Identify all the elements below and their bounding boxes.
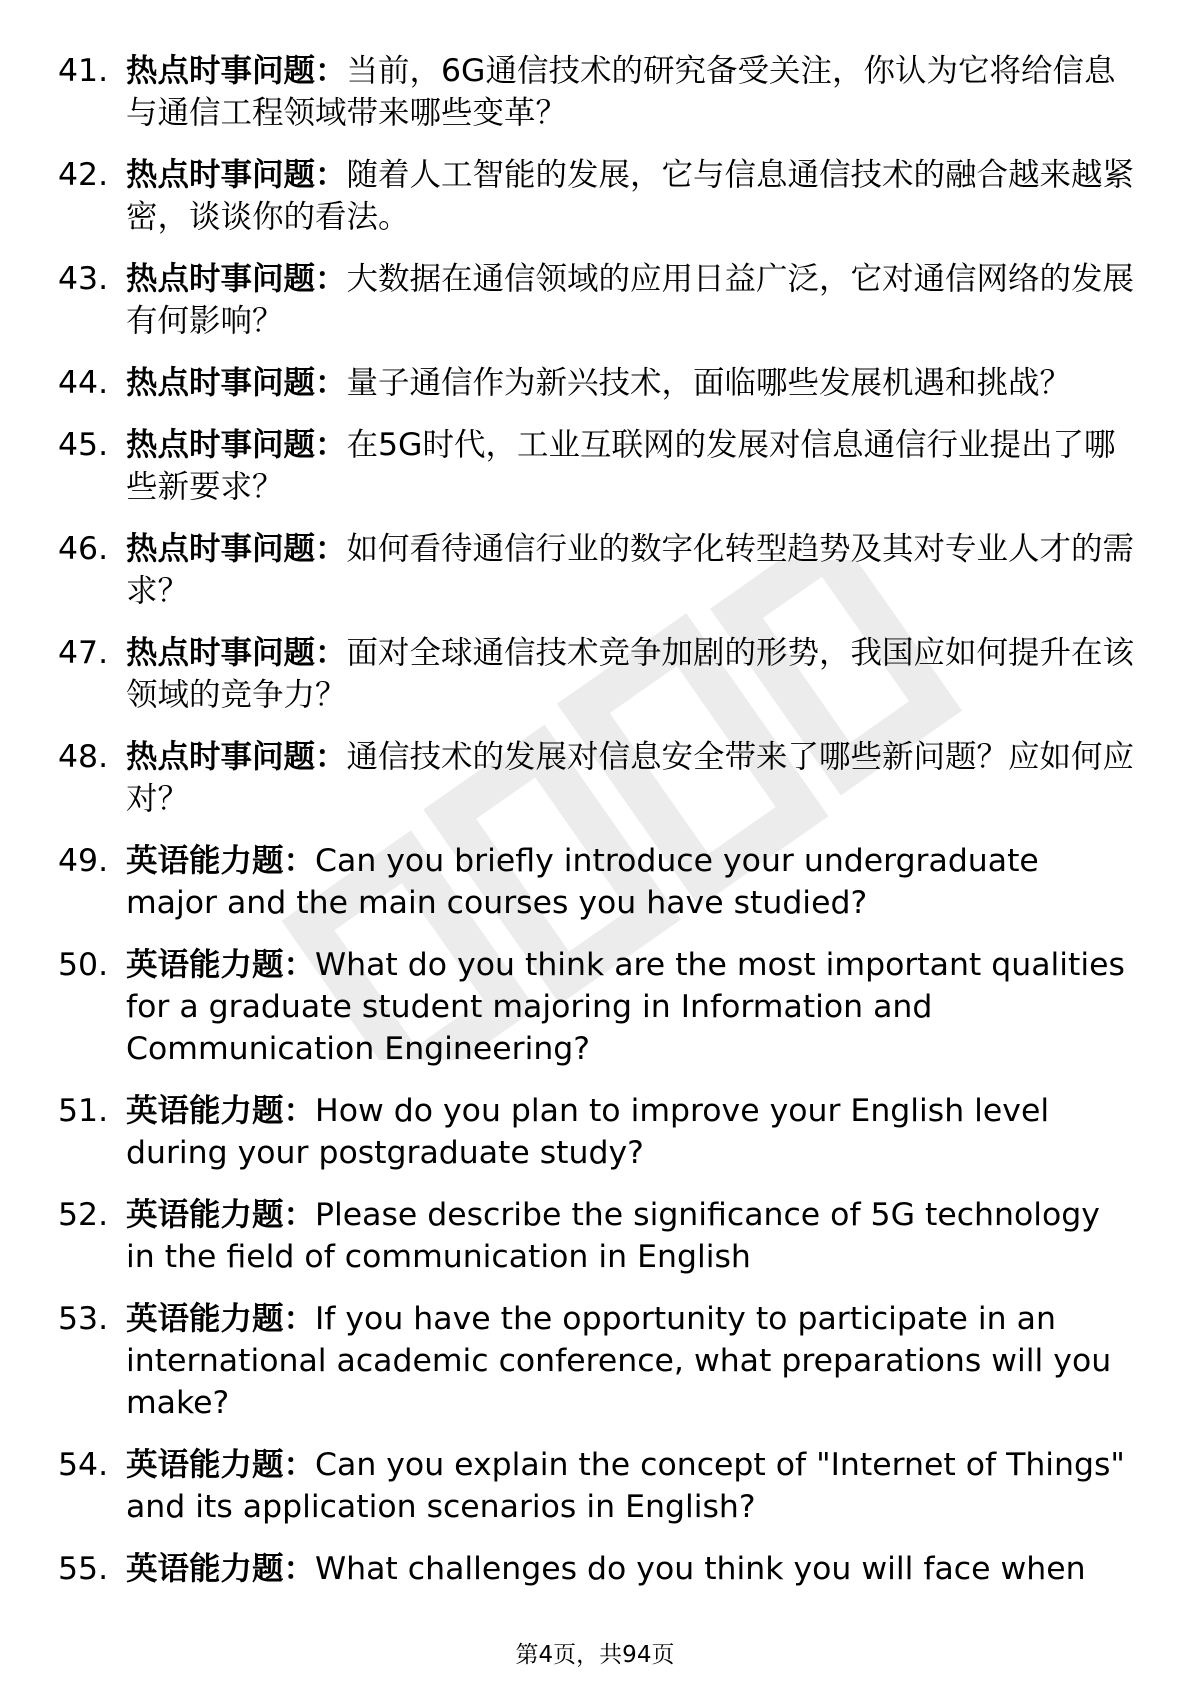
- question-body: [126, 424, 1138, 508]
- question-item: [58, 840, 1138, 924]
- question-number: 42.: [58, 157, 109, 193]
- question-number: 41.: [58, 53, 109, 89]
- question-body: [126, 50, 1138, 134]
- question-text: 面对全球通信技术竞争加剧的形势，我国应如何提升在该领域的竞争力？: [126, 635, 1135, 713]
- question-item: [58, 736, 1138, 820]
- question-category: 热点时事问题：: [126, 261, 347, 297]
- question-number: 55.: [58, 1551, 109, 1587]
- question-number: 47.: [58, 635, 109, 671]
- question-item: [58, 528, 1138, 612]
- question-text: Can you explain the concept of "Internet of Things" and its application scenarios in English?: [126, 1447, 1125, 1525]
- question-item: [58, 154, 1138, 238]
- question-text: Please describe the significance of 5G technology in the field of communication in English: [126, 1197, 1100, 1275]
- question-category: 英语能力题：: [126, 1093, 316, 1129]
- question-number: 45.: [58, 427, 109, 463]
- question-text: 随着人工智能的发展，它与信息通信技术的融合越来越紧密，谈谈你的看法。: [126, 157, 1135, 235]
- question-category: 英语能力题：: [126, 1447, 316, 1483]
- question-category: 热点时事问题：: [126, 53, 347, 89]
- question-body: [126, 632, 1138, 716]
- question-category: 英语能力题：: [126, 1551, 316, 1587]
- question-item: [58, 632, 1138, 716]
- question-category: 热点时事问题：: [126, 739, 347, 775]
- question-number: 46.: [58, 531, 109, 567]
- question-body: [126, 840, 1138, 924]
- question-category: 热点时事问题：: [126, 157, 347, 193]
- question-body: [126, 736, 1138, 820]
- question-text: What challenges do you think you will face when: [315, 1551, 1086, 1587]
- question-number: 54.: [58, 1447, 109, 1483]
- question-category: 英语能力题：: [126, 1197, 316, 1233]
- question-number: 44.: [58, 365, 109, 401]
- question-body: [126, 944, 1138, 1070]
- question-category: 热点时事问题：: [126, 635, 347, 671]
- question-number: 48.: [58, 739, 109, 775]
- question-number: 43.: [58, 261, 109, 297]
- question-category: 英语能力题：: [126, 843, 316, 879]
- question-text: Can you briefly introduce your undergraduate major and the main courses you have studied?: [126, 843, 1039, 921]
- question-category: 热点时事问题：: [126, 365, 347, 401]
- question-body: [126, 362, 1138, 404]
- question-item: [58, 1444, 1138, 1528]
- question-text: 大数据在通信领域的应用日益广泛，它对通信网络的发展有何影响？: [126, 261, 1135, 339]
- question-number: 52.: [58, 1197, 109, 1233]
- question-body: [126, 1298, 1138, 1424]
- question-item: [58, 50, 1138, 134]
- question-body: [126, 528, 1138, 612]
- question-item: [58, 258, 1138, 342]
- question-category: 热点时事问题：: [126, 427, 347, 463]
- question-number: 53.: [58, 1301, 109, 1337]
- question-number: 50.: [58, 947, 109, 983]
- question-text: 量子通信作为新兴技术，面临哪些发展机遇和挑战？: [346, 365, 1072, 401]
- question-text: If you have the opportunity to participate in an international academic conference, what preparations will you make?: [126, 1301, 1112, 1421]
- question-body: [126, 258, 1138, 342]
- question-item: [58, 1548, 1138, 1590]
- question-number: 49.: [58, 843, 109, 879]
- question-item: [58, 362, 1138, 404]
- question-body: [126, 1444, 1138, 1528]
- question-body: [126, 154, 1138, 238]
- question-text: How do you plan to improve your English level during your postgraduate study?: [126, 1093, 1050, 1171]
- question-item: [58, 1298, 1138, 1424]
- question-text: 通信技术的发展对信息安全带来了哪些新问题？应如何应对？: [126, 739, 1135, 817]
- question-item: [58, 944, 1138, 1070]
- question-category: 热点时事问题：: [126, 531, 347, 567]
- question-item: [58, 1090, 1138, 1174]
- question-text: What do you think are the most important qualities for a graduate student majoring in Information and Communication Engineering?: [126, 947, 1125, 1067]
- page-number: 第4页，共94页: [515, 1642, 675, 1668]
- question-number: 51.: [58, 1093, 109, 1129]
- question-item: [58, 1194, 1138, 1278]
- question-category: 英语能力题：: [126, 1301, 316, 1337]
- question-text: 在5G时代，工业互联网的发展对信息通信行业提出了哪些新要求？: [126, 427, 1116, 505]
- question-list: [58, 50, 1138, 1610]
- question-item: [58, 424, 1138, 508]
- question-text: 如何看待通信行业的数字化转型趋势及其对专业人才的需求？: [126, 531, 1135, 609]
- question-category: 英语能力题：: [126, 947, 316, 983]
- question-text: 当前，6G通信技术的研究备受关注，你认为它将给信息与通信工程领域带来哪些变革？: [126, 53, 1116, 131]
- question-body: [126, 1090, 1138, 1174]
- question-body: [126, 1194, 1138, 1278]
- question-body: [126, 1548, 1138, 1590]
